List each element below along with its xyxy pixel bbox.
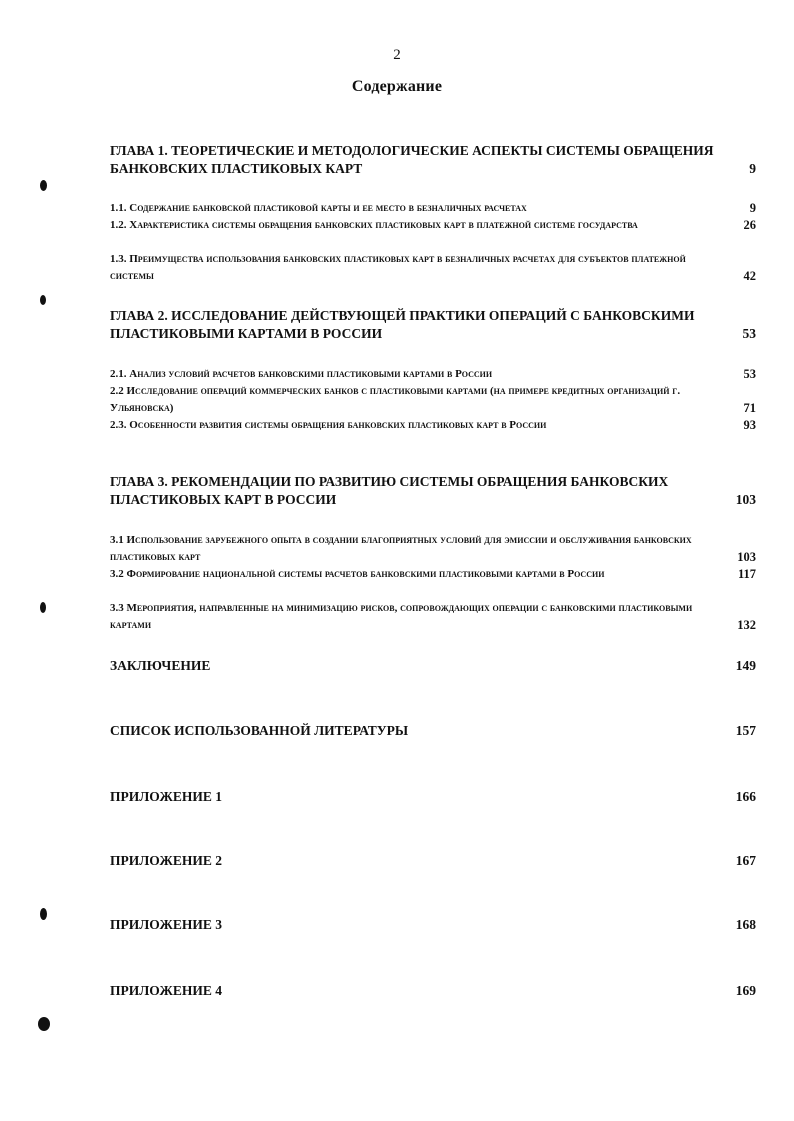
toc-entry-text: ПРИЛОЖЕНИЕ 2: [110, 853, 222, 868]
toc-appendix-1: [110, 788, 756, 806]
toc-appendix-3: [110, 916, 756, 934]
scan-mark: [40, 908, 47, 920]
toc-appendix-4: [110, 982, 756, 1000]
toc-section-3-3: [110, 600, 756, 634]
toc-entry-text: 2.1. Анализ условий расчетов банковскими пластиковыми картами в России: [110, 368, 493, 380]
toc-entry-text: 1.3. Преимущества использования банковских пластиковых карт в безналичных расчетах для субъектов платежной системы: [110, 253, 686, 282]
page-title: Содержание: [351, 78, 443, 95]
toc-section-1-3: [110, 251, 756, 285]
toc-entry-text: 2.3. Особенности развития системы обращения банковских пластиковых карт в России: [110, 419, 547, 431]
toc-page-number: 168: [735, 917, 756, 932]
toc-entry-text: 3.3 Мероприятия, направленные на минимизацию рисков, сопровождающих операции с банковскими пластиковыми картами: [110, 602, 693, 631]
toc-section-2-3: [110, 417, 756, 434]
toc-page-number: 103: [737, 550, 756, 564]
toc-entry-text: ПРИЛОЖЕНИЕ 3: [110, 917, 222, 932]
toc-references: [110, 722, 756, 740]
scan-mark: [38, 1017, 50, 1031]
toc-page-number: 26: [743, 218, 756, 232]
toc-section-2-2: [110, 383, 756, 417]
toc-entry-text: 1.1. Содержание банковской пластиковой карты и ее место в безналичных расчетах: [110, 202, 527, 214]
toc-section-1-1: [110, 200, 756, 217]
toc-section-1-2: [110, 217, 756, 234]
toc-section-2-1: [110, 366, 756, 383]
toc-page-number: 117: [737, 567, 756, 581]
scan-mark: [40, 295, 46, 305]
toc-chapter-3: [110, 473, 756, 509]
toc-page-number: 169: [735, 983, 756, 998]
toc-page-number: 149: [735, 658, 756, 673]
toc-entry-text: 1.2. Характеристика системы обращения банковских пластиковых карт в платежной системе государства: [110, 219, 638, 231]
toc-entry-text: ПРИЛОЖЕНИЕ 4: [110, 983, 222, 998]
toc-page-number: 132: [737, 618, 756, 632]
toc-page-number: 71: [743, 401, 756, 415]
toc-section-3-2: [110, 566, 756, 583]
toc-page-number: 157: [735, 723, 756, 738]
toc-entry-text: 3.1 Использование зарубежного опыта в создании благоприятных условий для эмиссии и обслуживания банковских пластиковых карт: [110, 534, 692, 563]
toc-page-number: 9: [749, 201, 756, 215]
toc-entry-text: 3.2 Формирование национальной системы расчетов банковскими пластиковыми картами в России: [110, 568, 605, 580]
page-number: 2: [393, 47, 401, 63]
toc-chapter-2: [110, 307, 756, 343]
scan-mark: [40, 602, 46, 613]
toc-page-number: 103: [735, 492, 756, 507]
toc-entry-text: ГЛАВА 1. ТЕОРЕТИЧЕСКИЕ И МЕТОДОЛОГИЧЕСКИЕ АСПЕКТЫ СИСТЕМЫ ОБРАЩЕНИЯ БАНКОВСКИХ ПЛАСТИКОВЫХ КАРТ: [110, 143, 714, 176]
toc-entry-text: ГЛАВА 3. РЕКОМЕНДАЦИИ ПО РАЗВИТИЮ СИСТЕМЫ ОБРАЩЕНИЯ БАНКОВСКИХ ПЛАСТИКОВЫХ КАРТ В РОССИИ: [110, 474, 669, 507]
toc-appendix-2: [110, 852, 756, 870]
toc-page-number: 42: [743, 269, 756, 283]
toc-entry-text: ЗАКЛЮЧЕНИЕ: [110, 658, 211, 673]
scan-mark: [40, 180, 47, 191]
toc-page-number: 166: [735, 789, 756, 804]
toc-page-number: 9: [749, 161, 756, 176]
toc-chapter-1: [110, 142, 756, 178]
toc-entry-text: 2.2 Исследование операций коммерческих банков с пластиковыми картами (на примере кредитных организаций г. Ульяновска): [110, 385, 681, 414]
toc-page-number: 93: [743, 418, 756, 432]
toc-entry-text: ГЛАВА 2. ИССЛЕДОВАНИЕ ДЕЙСТВУЮЩЕЙ ПРАКТИКИ ОПЕРАЦИЙ С БАНКОВСКИМИ ПЛАСТИКОВЫМИ КАРТАМИ В РОССИИ: [110, 308, 695, 341]
toc-entry-text: ПРИЛОЖЕНИЕ 1: [110, 789, 222, 804]
toc-entry-text: СПИСОК ИСПОЛЬЗОВАННОЙ ЛИТЕРАТУРЫ: [110, 723, 409, 738]
toc-conclusion: [110, 657, 756, 675]
toc-page-number: 167: [735, 853, 756, 868]
toc-page-number: 53: [742, 326, 756, 341]
toc-section-3-1: [110, 532, 756, 566]
toc-page-number: 53: [743, 367, 756, 381]
